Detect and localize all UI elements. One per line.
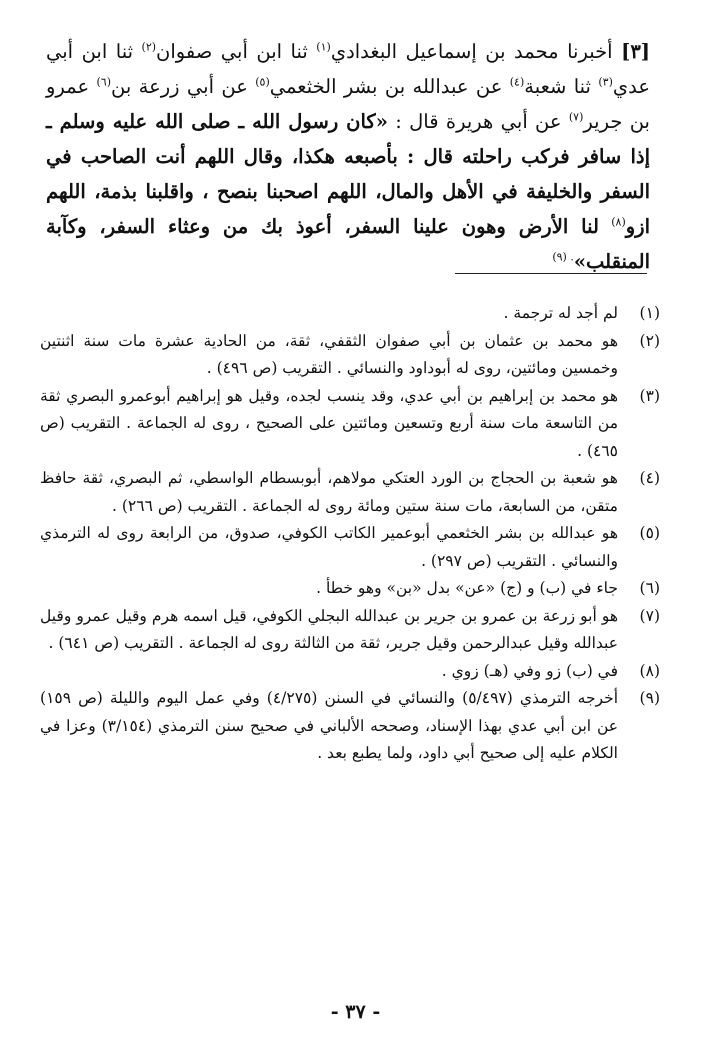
footnote-text: لم أجد له ترجمة . — [503, 304, 618, 322]
hadith-paragraph — [46, 34, 650, 279]
footnote-marker: (١) — [316, 40, 331, 54]
footnote — [40, 383, 660, 466]
footnote-marker: . (٩) — [552, 250, 574, 264]
isnad-segment: ثنا ابن أبي عدي — [46, 40, 651, 98]
isnad-segment: عن عبدالله بن بشر الخثعمي — [269, 75, 503, 98]
footnote-number: (٤) — [639, 469, 660, 487]
footnote-text: في (ب) زو وفي (هـ) زوي . — [441, 661, 618, 680]
footnote — [40, 603, 660, 658]
footnote-number: (٢) — [639, 331, 660, 350]
footnote — [40, 328, 660, 383]
isnad-segment: أخبرنا محمد بن إسماعيل البغدادي — [330, 40, 613, 63]
isnad-segment: عن أبي زرعة بن — [110, 75, 248, 98]
footnote-marker: (٣) — [598, 75, 613, 89]
footnote-number: (٨) — [639, 661, 660, 680]
footnote-text: هو محمد بن عثمان بن أبي صفوان الثقفي، ثقة، من الحادية عشرة مات سنة اثنتين وخمسين ومائتين، روى له أبوداود والنسائي . التقريب (ص ٤٩٦) . — [40, 331, 618, 377]
footnote-text: هو عبدالله بن بشر الخثعمي أبوعمير الكاتب الكوفي، صدوق، من الرابعة روى له الترمذي والنسائي . التقريب (ص ٢٩٧) . — [40, 524, 618, 570]
isnad-segment: عن أبي هريرة قال : — [395, 110, 562, 133]
footnote — [40, 300, 660, 328]
footnote-marker: (٥) — [255, 75, 270, 89]
footnote — [40, 575, 660, 603]
footnote-marker: (٤) — [509, 75, 525, 89]
footnote-number: (١) — [639, 304, 660, 322]
footnote-text: هو أبو زرعة بن عمرو بن جرير بن عبدالله البجلي الكوفي، قيل اسمه هرم وقيل عمرو وقيل عبدالله وقيل عبدالرحمن وقيل جرير، ثقة من الثالثة روى له الجماعة . التقريب (ص ٦٤١) . — [40, 606, 618, 652]
footnote-number: (٩) — [639, 689, 660, 707]
isnad-segment: ثنا شعبة — [524, 75, 591, 98]
footnote-text: هو شعبة بن الحجاج بن الورد العتكي مولاهم، أبوبسطام الواسطي، ثم البصري، ثقة حافظ متقن، من السابعة، مات سنة ستين ومائة روى له الجماعة . التقريب (ص ٢٦٦) . — [40, 469, 618, 515]
footnote-text: جاء في (ب) و (ج) «عن» بدل «بن» وهو خطأ . — [316, 579, 618, 597]
footnote-text: هو محمد بن إبراهيم بن أبي عدي، وقد ينسب لجده، وقيل هو إبراهيم أبوعمرو البصري ثقة من التاسعة مات سنة أربع وتسعين ومائتين على الصحيح ، روى له الجماعة . التقريب (ص ٤٦٥) . — [40, 386, 618, 460]
footnote-number: (٣) — [639, 386, 660, 405]
footnote-marker: (٢) — [141, 40, 157, 54]
footnote-number: (٦) — [639, 579, 660, 597]
matn-text: «كان رسول الله ـ صلى الله عليه وسلم ـ إذا سافر فركب راحلته قال : بأصبعه هكذا، وقال اللهم أنت الصاحب في السفر والخليفة في الأهل والمال، اللهم اصحبنا بنصح ، واقلبنا بذمة، اللهم ازو — [46, 110, 650, 238]
footnote-marker: (٦) — [96, 75, 111, 89]
isnad-segment: عمرو بن جرير — [46, 75, 650, 133]
footnote — [40, 520, 660, 575]
footnote-text: أخرجه الترمذي (٥/٤٩٧) والنسائي في السنن (٤/٢٧٥) وفي عمل اليوم والليلة (ص ١٥٩) عن ابن أبي عدي بهذا الإسناد، وصححه الألباني في صحيح سنن الترمذي (٣/١٥٤) وعزا في الكلام عليه إلى صحيح أبي داود، ولما يطبع بعد . — [40, 689, 619, 762]
footnote — [40, 685, 660, 768]
footnotes-list — [40, 300, 660, 768]
footnote-marker: (٨) — [611, 215, 626, 229]
footnote-marker: (٧) — [568, 110, 584, 124]
page-number: - ٣٧ - — [330, 1001, 381, 1023]
footnote-number: (٧) — [639, 606, 660, 625]
matn-text: لنا الأرض وهون علينا السفر، أعوذ بك من وعثاء السفر، وكآبة المنقلب» — [46, 215, 650, 273]
isnad-segment: ثنا ابن أبي صفوان — [156, 40, 308, 63]
hadith-text — [46, 34, 650, 279]
footnote — [40, 658, 660, 686]
footnote-number: (٥) — [639, 524, 660, 542]
footnote-separator — [455, 273, 647, 274]
footnote — [40, 465, 660, 520]
hadith-number: [٣] — [621, 40, 651, 63]
